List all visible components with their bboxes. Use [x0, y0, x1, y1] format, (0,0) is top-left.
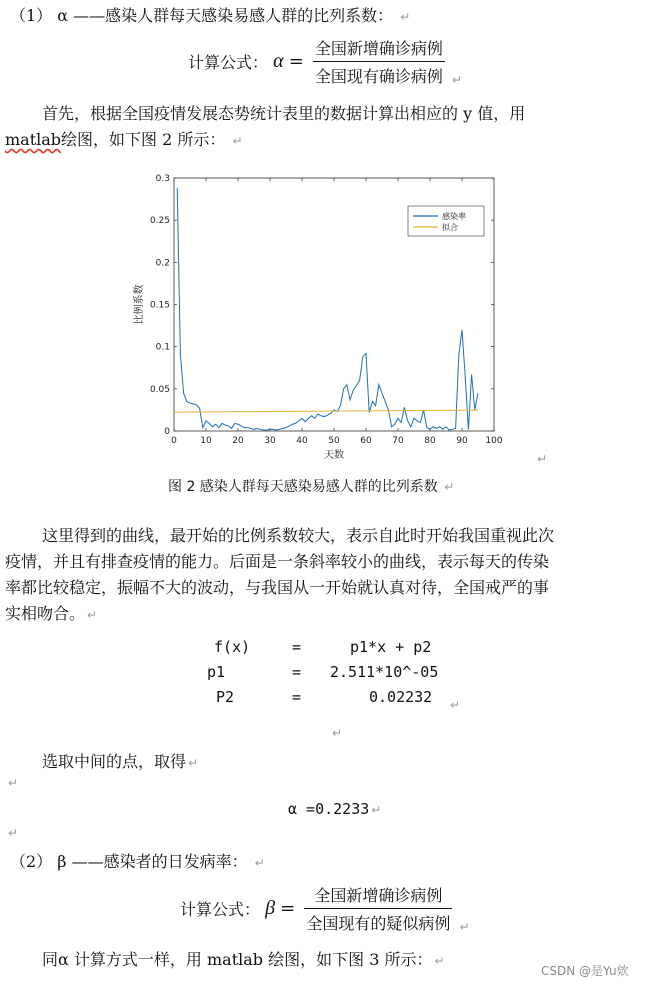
- formula-fraction: [313, 36, 445, 87]
- x-tick-label: 50: [328, 436, 340, 446]
- fit-row2-left: p1: [207, 663, 226, 681]
- paragraph-mark-icon: ↵: [232, 134, 243, 148]
- figure2-caption: 图 2 感染人群每天感染易感人群的比列系数: [168, 479, 438, 495]
- formula-beta: 计算公式： β = $\frac{\text{全国新增确诊病例}}{\text{全国现有的疑似病例}}$ ↵: [180, 883, 470, 934]
- x-tick-label: 60: [360, 436, 372, 446]
- formula-numerator: 全国新增确诊病例: [314, 886, 443, 905]
- formula-variable: α: [273, 50, 284, 72]
- section1-heading: [10, 3, 410, 26]
- paragraph-mark-icon: ↵: [188, 756, 199, 770]
- para2-line2: 疫情，并且有排查疫情的能力。后面是一条斜率较小的曲线，表示每天的传染: [5, 552, 550, 571]
- paragraph-mark-icon: ↵: [452, 73, 463, 87]
- legend-label: 拟合: [442, 223, 458, 232]
- fit-row1-right: p1*x + p2: [350, 638, 432, 656]
- section1-number: （1）: [10, 6, 53, 25]
- formula-label: 计算公式：: [180, 900, 261, 919]
- x-tick-label: 70: [392, 436, 404, 446]
- formula-denominator: 全国现有的疑似病例: [306, 914, 451, 933]
- fit-row2-eq: =: [292, 663, 302, 681]
- x-axis-label: 天数: [324, 450, 344, 461]
- y-tick-label: 0.15: [149, 300, 170, 311]
- figure2-chart: [130, 168, 510, 468]
- y-tick-label: 0.3: [155, 174, 170, 184]
- paragraph-mark-icon: ↵: [444, 480, 455, 494]
- y-tick-label: 0.1: [155, 342, 170, 353]
- section2-number: （2）: [10, 852, 53, 871]
- fit-row1-eq: =: [292, 638, 302, 656]
- legend-label: 感染率: [442, 212, 466, 221]
- fit-row2-right: 2.511*10^-05: [330, 663, 439, 681]
- watermark: CSDN @是Yu欸: [541, 964, 629, 978]
- matlab-word: matlab: [5, 130, 62, 149]
- paragraph-mark-icon: ↵: [434, 954, 445, 968]
- x-tick-label: 20: [232, 436, 244, 446]
- paragraph-mark-icon: ↵: [450, 698, 461, 712]
- fit-row3-eq: =: [292, 688, 302, 706]
- paragraph-mark-icon: ↵: [8, 826, 19, 840]
- formula-numerator: 全国新增确诊病例: [314, 39, 443, 58]
- paragraph-mark-icon: ↵: [459, 920, 470, 934]
- para2-line1: 这里得到的曲线，最开始的比例系数较大，表示自此时开始我国重视此次: [42, 526, 555, 545]
- fit-row1-left: f(x): [214, 638, 251, 656]
- para2-line3: 率都比较稳定，振幅不大的波动，与我国从一开始就认真对待，全国戒严的事: [5, 578, 550, 597]
- figure2-caption-wrap: [168, 476, 454, 496]
- formula-variable: β: [265, 897, 276, 919]
- paragraph-mark-icon: ↵: [371, 803, 382, 817]
- alpha-result: α =0.2233 ↵: [288, 800, 382, 818]
- paragraph-mark-icon: ↵: [254, 856, 265, 870]
- y-tick-label: 0: [164, 427, 170, 437]
- x-tick-label: 90: [456, 436, 468, 446]
- x-tick-label: 100: [485, 436, 503, 446]
- para4-line: 同α 计算方式一样，用 matlab 绘图，如下图 3 所示： ↵: [42, 950, 445, 969]
- formula-alpha: 计算公式： α = $\frac{\text{全国新增确诊病例}}{\text{全国现有确诊病例}}$ ↵: [188, 36, 462, 87]
- fit-row3-left: P2: [216, 688, 235, 706]
- y-tick-label: 0.25: [149, 216, 170, 227]
- paragraph-mark-icon: ↵: [400, 10, 411, 24]
- paragraph-mark-icon: ↵: [537, 452, 548, 466]
- section1-title: α ——感染人群每天感染易感人群的比列系数：: [57, 6, 394, 25]
- paragraph-mark-icon: ↵: [332, 726, 343, 740]
- section2-heading: [10, 849, 265, 872]
- para2-line4: 实相吻合。 ↵: [5, 604, 98, 623]
- y-tick-label: 0.05: [149, 384, 170, 395]
- y-axis-label: 比例系数: [134, 284, 145, 325]
- formula-denominator: 全国现有确诊病例: [314, 67, 443, 86]
- formula-label: 计算公式：: [188, 53, 269, 72]
- paragraph-mark-icon: ↵: [87, 608, 98, 622]
- fit-row3-right: 0.02232: [369, 688, 433, 706]
- para1-line2: matlab绘图，如下图 2 所示： ↵: [5, 130, 243, 149]
- x-tick-label: 30: [264, 436, 276, 446]
- para1-line1: 首先，根据全国疫情发展态势统计表里的数据计算出相应的 y 值，用: [42, 104, 526, 123]
- x-tick-label: 40: [296, 436, 308, 446]
- y-tick-label: 0.2: [155, 258, 170, 269]
- para3-line: 选取中间的点，取得 ↵: [42, 752, 199, 771]
- section2-title: β ——感染者的日发病率：: [57, 852, 248, 871]
- paragraph-mark-icon: ↵: [8, 776, 19, 790]
- x-tick-label: 80: [424, 436, 436, 446]
- x-tick-label: 10: [200, 436, 212, 446]
- x-tick-label: 0: [171, 436, 177, 446]
- formula-fraction: [304, 883, 452, 934]
